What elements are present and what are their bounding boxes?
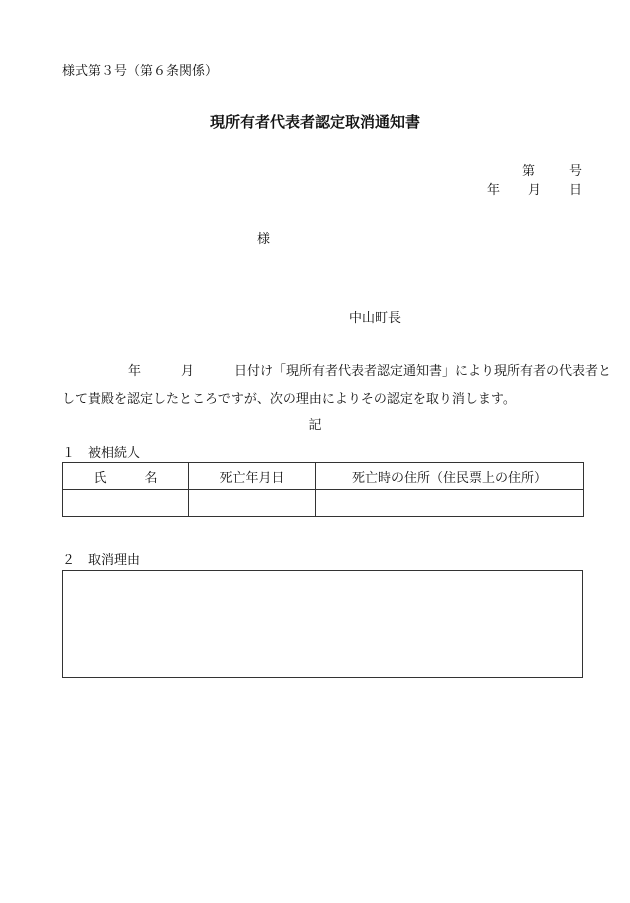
header-death-date: 死亡年月日 (189, 463, 316, 490)
deceased-table (62, 462, 584, 517)
body-text-line-2: して貴殿を認定したところですが、次の理由によりその認定を取り消します。 (62, 392, 516, 407)
body-month: 月 (181, 364, 195, 379)
document-date-month: 月 (527, 183, 541, 198)
issuer: 中山町長 (349, 311, 402, 326)
reason-box[interactable] (62, 570, 583, 678)
document-number-dai: 第 (521, 164, 535, 179)
section-1-number: １ (62, 446, 76, 461)
body-text-line-1 (128, 360, 611, 379)
document-title: 現所有者代表者認定取消通知書 (209, 113, 420, 131)
header-address: 死亡時の住所（住民票上の住所） (316, 463, 584, 490)
cell-address[interactable] (316, 490, 584, 517)
form-number: 様式第３号（第６条関係） (62, 64, 219, 79)
document-number (522, 160, 582, 179)
cell-death-date[interactable] (189, 490, 316, 517)
document-date-day: 日 (568, 183, 582, 198)
section-1-heading (62, 442, 140, 461)
header-name-second: 名 (144, 470, 158, 486)
table-row (63, 490, 584, 517)
header-name-first: 氏 (93, 470, 107, 486)
body-year: 年 (128, 364, 142, 379)
table-header-row (63, 463, 584, 490)
section-1-label: 被相続人 (88, 446, 141, 461)
header-name (63, 463, 189, 490)
document-date (487, 179, 582, 198)
cell-name[interactable] (63, 490, 189, 517)
section-2-heading (62, 549, 140, 568)
ki-heading: 記 (308, 418, 322, 433)
addressee: 様 (257, 232, 271, 247)
section-2-label: 取消理由 (88, 553, 141, 568)
document-number-gou: 号 (568, 164, 582, 179)
body-line1-rest: 日付け「現所有者代表者認定通知書」により現所有者の代表者と (234, 364, 612, 379)
section-2-number: ２ (62, 553, 76, 568)
document-date-year: 年 (486, 183, 500, 198)
